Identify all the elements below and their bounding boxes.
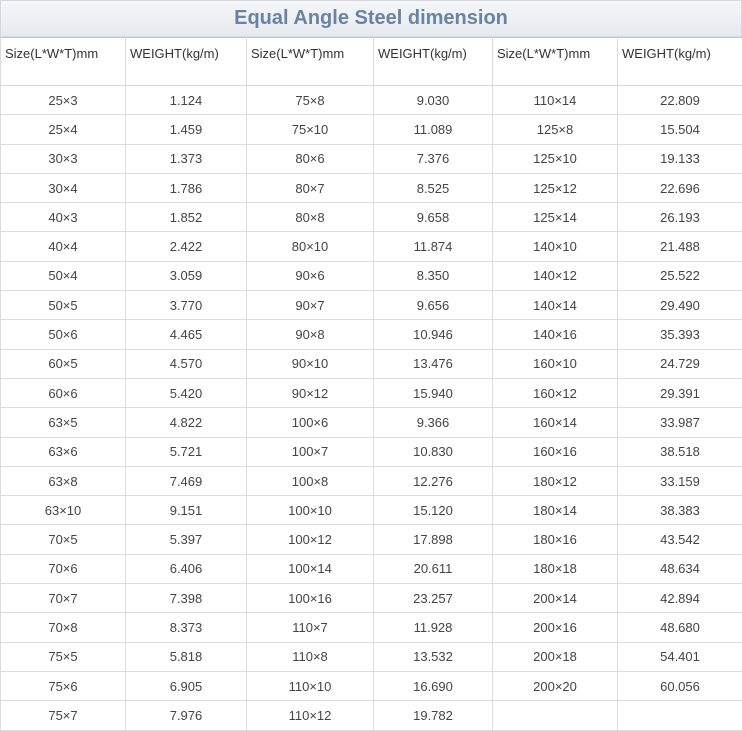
weight-cell: 1.852 xyxy=(126,203,247,232)
size-cell: 80×8 xyxy=(247,203,374,232)
size-cell: 75×5 xyxy=(1,642,126,671)
weight-cell: 20.611 xyxy=(374,554,493,583)
weight-cell: 19.133 xyxy=(618,144,742,173)
weight-cell: 26.193 xyxy=(618,203,742,232)
table-row xyxy=(1,86,742,115)
size-cell: 200×20 xyxy=(493,671,618,700)
size-cell: 100×7 xyxy=(247,437,374,466)
weight-cell: 33.159 xyxy=(618,466,742,495)
weight-cell: 1.124 xyxy=(126,86,247,115)
weight-cell: 9.030 xyxy=(374,86,493,115)
weight-cell: 11.874 xyxy=(374,232,493,261)
size-cell: 50×4 xyxy=(1,261,126,290)
size-cell: 30×4 xyxy=(1,173,126,202)
weight-cell: 8.525 xyxy=(374,173,493,202)
weight-cell: 13.476 xyxy=(374,349,493,378)
size-cell: 180×16 xyxy=(493,525,618,554)
size-cell: 140×12 xyxy=(493,261,618,290)
size-cell: 90×12 xyxy=(247,378,374,407)
size-cell: 75×8 xyxy=(247,86,374,115)
weight-cell: 7.976 xyxy=(126,701,247,730)
table-header-row xyxy=(1,38,742,86)
size-cell: 70×7 xyxy=(1,584,126,613)
size-cell: 100×8 xyxy=(247,466,374,495)
weight-cell: 8.373 xyxy=(126,613,247,642)
size-cell: 160×16 xyxy=(493,437,618,466)
size-cell: 63×8 xyxy=(1,466,126,495)
size-cell: 125×12 xyxy=(493,173,618,202)
size-cell: 160×12 xyxy=(493,378,618,407)
weight-cell: 9.656 xyxy=(374,291,493,320)
size-cell: 63×10 xyxy=(1,496,126,525)
table-row xyxy=(1,378,742,407)
weight-cell: 15.120 xyxy=(374,496,493,525)
size-cell: 70×8 xyxy=(1,613,126,642)
weight-cell: 33.987 xyxy=(618,408,742,437)
table-row xyxy=(1,701,742,730)
table-row xyxy=(1,291,742,320)
size-cell: 75×6 xyxy=(1,671,126,700)
weight-cell: 11.928 xyxy=(374,613,493,642)
size-cell: 40×4 xyxy=(1,232,126,261)
weight-cell: 1.786 xyxy=(126,173,247,202)
weight-cell: 22.696 xyxy=(618,173,742,202)
table-row xyxy=(1,173,742,202)
table-row xyxy=(1,115,742,144)
size-cell: 60×6 xyxy=(1,378,126,407)
weight-cell: 35.393 xyxy=(618,320,742,349)
size-cell: 125×14 xyxy=(493,203,618,232)
weight-cell: 38.518 xyxy=(618,437,742,466)
size-cell: 100×10 xyxy=(247,496,374,525)
weight-cell: 54.401 xyxy=(618,642,742,671)
header-weight-3: WEIGHT(kg/m) xyxy=(618,38,742,86)
size-cell: 63×6 xyxy=(1,437,126,466)
size-cell: 75×7 xyxy=(1,701,126,730)
size-cell xyxy=(493,701,618,730)
table-row xyxy=(1,554,742,583)
weight-cell: 7.469 xyxy=(126,466,247,495)
size-cell: 180×18 xyxy=(493,554,618,583)
size-cell: 100×14 xyxy=(247,554,374,583)
weight-cell: 4.465 xyxy=(126,320,247,349)
size-cell: 70×5 xyxy=(1,525,126,554)
weight-cell: 12.276 xyxy=(374,466,493,495)
table-row xyxy=(1,144,742,173)
weight-cell: 8.350 xyxy=(374,261,493,290)
table-row xyxy=(1,496,742,525)
table-row xyxy=(1,584,742,613)
size-cell: 90×10 xyxy=(247,349,374,378)
weight-cell: 10.946 xyxy=(374,320,493,349)
weight-cell xyxy=(618,701,742,730)
size-cell: 200×16 xyxy=(493,613,618,642)
weight-cell: 13.532 xyxy=(374,642,493,671)
weight-cell: 11.089 xyxy=(374,115,493,144)
weight-cell: 23.257 xyxy=(374,584,493,613)
size-cell: 80×10 xyxy=(247,232,374,261)
size-cell: 110×14 xyxy=(493,86,618,115)
weight-cell: 2.422 xyxy=(126,232,247,261)
weight-cell: 42.894 xyxy=(618,584,742,613)
size-cell: 40×3 xyxy=(1,203,126,232)
weight-cell: 1.459 xyxy=(126,115,247,144)
weight-cell: 16.690 xyxy=(374,671,493,700)
weight-cell: 4.570 xyxy=(126,349,247,378)
size-cell: 200×14 xyxy=(493,584,618,613)
size-cell: 100×12 xyxy=(247,525,374,554)
table-row xyxy=(1,232,742,261)
weight-cell: 3.059 xyxy=(126,261,247,290)
size-cell: 50×6 xyxy=(1,320,126,349)
size-cell: 125×10 xyxy=(493,144,618,173)
size-cell: 60×5 xyxy=(1,349,126,378)
size-cell: 90×7 xyxy=(247,291,374,320)
weight-cell: 38.383 xyxy=(618,496,742,525)
table-row xyxy=(1,642,742,671)
weight-cell: 15.940 xyxy=(374,378,493,407)
size-cell: 180×14 xyxy=(493,496,618,525)
weight-cell: 4.822 xyxy=(126,408,247,437)
header-size-3: Size(L*W*T)mm xyxy=(493,38,618,86)
weight-cell: 5.721 xyxy=(126,437,247,466)
weight-cell: 29.391 xyxy=(618,378,742,407)
table-row xyxy=(1,525,742,554)
size-cell: 70×6 xyxy=(1,554,126,583)
size-cell: 100×6 xyxy=(247,408,374,437)
table-title: Equal Angle Steel dimension xyxy=(0,0,742,37)
weight-cell: 24.729 xyxy=(618,349,742,378)
size-cell: 140×14 xyxy=(493,291,618,320)
size-cell: 110×8 xyxy=(247,642,374,671)
weight-cell: 9.151 xyxy=(126,496,247,525)
weight-cell: 48.680 xyxy=(618,613,742,642)
weight-cell: 43.542 xyxy=(618,525,742,554)
size-cell: 25×3 xyxy=(1,86,126,115)
weight-cell: 7.398 xyxy=(126,584,247,613)
weight-cell: 48.634 xyxy=(618,554,742,583)
weight-cell: 22.809 xyxy=(618,86,742,115)
table-row xyxy=(1,203,742,232)
weight-cell: 25.522 xyxy=(618,261,742,290)
size-cell: 30×3 xyxy=(1,144,126,173)
weight-cell: 15.504 xyxy=(618,115,742,144)
size-cell: 63×5 xyxy=(1,408,126,437)
size-cell: 90×8 xyxy=(247,320,374,349)
weight-cell: 9.366 xyxy=(374,408,493,437)
table-row xyxy=(1,261,742,290)
table-row xyxy=(1,437,742,466)
header-weight-2: WEIGHT(kg/m) xyxy=(374,38,493,86)
size-cell: 80×7 xyxy=(247,173,374,202)
weight-cell: 21.488 xyxy=(618,232,742,261)
table-row xyxy=(1,466,742,495)
size-cell: 80×6 xyxy=(247,144,374,173)
size-cell: 100×16 xyxy=(247,584,374,613)
weight-cell: 7.376 xyxy=(374,144,493,173)
table-row xyxy=(1,408,742,437)
weight-cell: 5.818 xyxy=(126,642,247,671)
weight-cell: 6.905 xyxy=(126,671,247,700)
size-cell: 180×12 xyxy=(493,466,618,495)
weight-cell: 5.420 xyxy=(126,378,247,407)
weight-cell: 19.782 xyxy=(374,701,493,730)
equal-angle-steel-table xyxy=(0,37,742,731)
weight-cell: 1.373 xyxy=(126,144,247,173)
size-cell: 200×18 xyxy=(493,642,618,671)
size-cell: 110×12 xyxy=(247,701,374,730)
weight-cell: 3.770 xyxy=(126,291,247,320)
size-cell: 160×10 xyxy=(493,349,618,378)
size-cell: 140×10 xyxy=(493,232,618,261)
table-row xyxy=(1,320,742,349)
weight-cell: 10.830 xyxy=(374,437,493,466)
size-cell: 125×8 xyxy=(493,115,618,144)
table-row xyxy=(1,671,742,700)
size-cell: 90×6 xyxy=(247,261,374,290)
size-cell: 25×4 xyxy=(1,115,126,144)
header-size-1: Size(L*W*T)mm xyxy=(1,38,126,86)
weight-cell: 6.406 xyxy=(126,554,247,583)
weight-cell: 17.898 xyxy=(374,525,493,554)
size-cell: 110×10 xyxy=(247,671,374,700)
weight-cell: 9.658 xyxy=(374,203,493,232)
table-row xyxy=(1,349,742,378)
size-cell: 110×7 xyxy=(247,613,374,642)
table-row xyxy=(1,613,742,642)
weight-cell: 60.056 xyxy=(618,671,742,700)
size-cell: 75×10 xyxy=(247,115,374,144)
weight-cell: 5.397 xyxy=(126,525,247,554)
weight-cell: 29.490 xyxy=(618,291,742,320)
header-weight-1: WEIGHT(kg/m) xyxy=(126,38,247,86)
size-cell: 50×5 xyxy=(1,291,126,320)
header-size-2: Size(L*W*T)mm xyxy=(247,38,374,86)
size-cell: 140×16 xyxy=(493,320,618,349)
size-cell: 160×14 xyxy=(493,408,618,437)
